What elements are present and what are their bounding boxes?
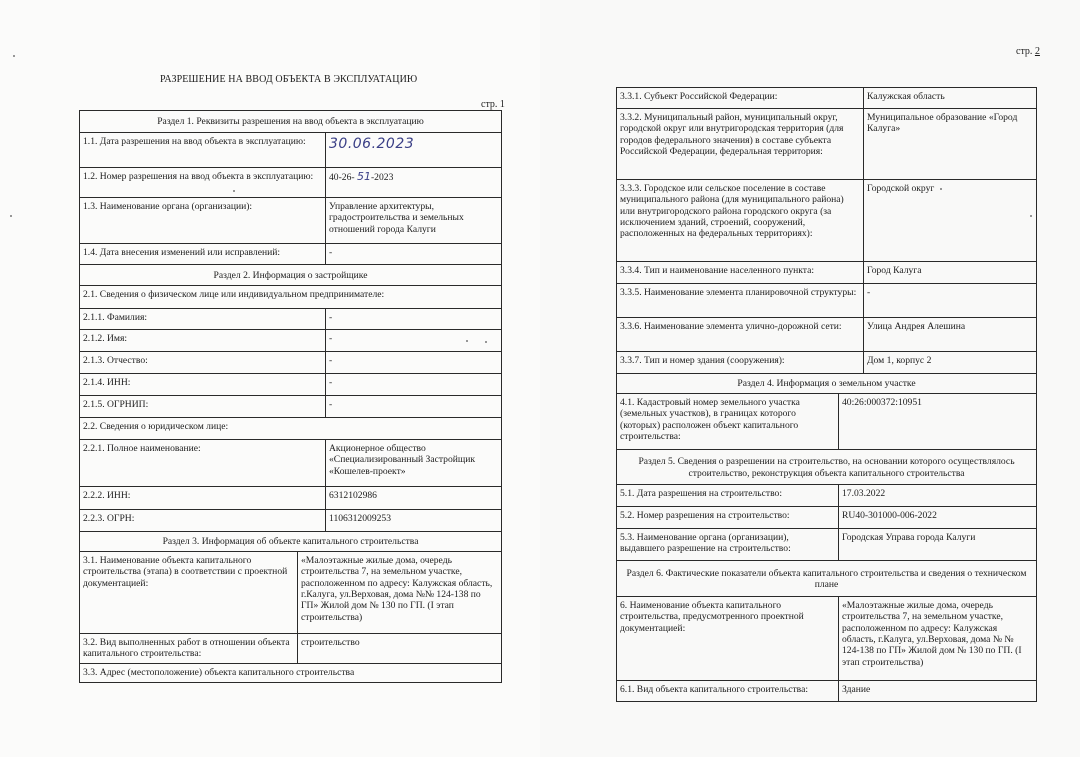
scan-speck bbox=[466, 340, 468, 342]
field-value: Управление архитектуры, градостроительства и земельных отношений города Калуги bbox=[326, 198, 502, 244]
field-value: - bbox=[326, 244, 502, 265]
field-label: 6.1. Вид объекта капитального строительства: bbox=[617, 681, 839, 702]
field-label: 2.1.1. Фамилия: bbox=[80, 309, 326, 330]
field-value: «Малоэтажные жилые дома, очередь строительства 7, на земельном участке, расположенном по адресу: Калужская область, г.Калуга, ул.Верховая, дома № № 124-138 по ГП» Жилой дом № 130 по ГП. (I этап строительства) bbox=[839, 597, 1037, 681]
field-value: «Малоэтажные жилые дома, очередь строительства 7, на земельном участке, расположенном по адресу: Калужская область, г.Калуга, ул.Верховая, дома №№ 124-138 по ГП» Жилой дом № 130 по ГП. (I этап строительства) bbox=[298, 552, 502, 634]
field-label: 2.1.5. ОГРНИП: bbox=[80, 396, 326, 418]
section-6-heading: Раздел 6. Фактические показатели объекта капитального строительства и сведения о техническом плане bbox=[617, 561, 1037, 597]
field-value: - bbox=[326, 309, 502, 330]
field-value: - bbox=[326, 396, 502, 418]
field-value: Акционерное общество «Специализированный Застройщик «Кошелев-проект» bbox=[326, 440, 502, 487]
field-label: 1.3. Наименование органа (организации): bbox=[80, 198, 326, 244]
section-3-heading: Раздел 3. Информация об объекте капитального строительства bbox=[80, 532, 502, 552]
scan-speck bbox=[485, 341, 487, 343]
field-value: - bbox=[326, 374, 502, 396]
field-label: 3.3.2. Муниципальный район, муниципальный округ, городской округ или внутригородская территория (для городов федерального значения) в составе субъекта Российской Федерации, федеральная территория: bbox=[617, 109, 864, 180]
field-value: 1106312009253 bbox=[326, 510, 502, 532]
field-value: Калужская область bbox=[864, 88, 1037, 109]
field-label: 3.1. Наименование объекта капитального строительства (этапа) в соответствии с проектной документацией: bbox=[80, 552, 298, 634]
field-value: - bbox=[326, 352, 502, 374]
field-label: 1.1. Дата разрешения на ввод объекта в эксплуатацию: bbox=[80, 133, 326, 168]
field-value: Дом 1, корпус 2 bbox=[864, 352, 1037, 374]
scan-speck bbox=[10, 215, 12, 217]
field-value: - bbox=[864, 284, 1037, 318]
page-number-2: стр. 2 bbox=[1016, 46, 1040, 57]
field-value: Городская Управа города Калуги bbox=[839, 529, 1037, 561]
field-label: 5.1. Дата разрешения на строительство: bbox=[617, 485, 839, 507]
field-label: 1.2. Номер разрешения на ввод объекта в эксплуатацию: bbox=[80, 168, 326, 198]
scan-speck bbox=[233, 190, 235, 192]
field-label: 2.1.2. Имя: bbox=[80, 330, 326, 352]
field-label: 5.2. Номер разрешения на строительство: bbox=[617, 507, 839, 529]
permit-table-page-2 bbox=[616, 87, 1037, 702]
field-label: 3.3.7. Тип и номер здания (сооружения): bbox=[617, 352, 864, 374]
field-label: 4.1. Кадастровый номер земельного участка (земельных участков), в границах которого (которых) расположен объект капитального строительства: bbox=[617, 394, 839, 450]
field-label: 2.1.4. ИНН: bbox=[80, 374, 326, 396]
section-4-heading: Раздел 4. Информация о земельном участке bbox=[617, 374, 1037, 394]
field-label: 6. Наименование объекта капитального строительства, предусмотренного проектной документацией: bbox=[617, 597, 839, 681]
field-value: 40:26:000372:10951 bbox=[839, 394, 1037, 450]
field-label: 2.1. Сведения о физическом лице или индивидуальном предпринимателе: bbox=[80, 286, 502, 309]
field-label: 3.2. Вид выполненных работ в отношении объекта капитального строительства: bbox=[80, 634, 298, 664]
field-label: 2.2.1. Полное наименование: bbox=[80, 440, 326, 487]
field-value: Муниципальное образование «Город Калуга» bbox=[864, 109, 1037, 180]
field-value: строительство bbox=[298, 634, 502, 664]
page-number-1: стр. 1 bbox=[481, 99, 505, 110]
field-label: 1.4. Дата внесения изменений или исправлений: bbox=[80, 244, 326, 265]
field-value: 6312102986 bbox=[326, 487, 502, 510]
field-label: 3.3.1. Субъект Российской Федерации: bbox=[617, 88, 864, 109]
scan-speck bbox=[1030, 215, 1032, 217]
field-label: 2.2.2. ИНН: bbox=[80, 487, 326, 510]
field-label: 3.3. Адрес (местоположение) объекта капитального строительства bbox=[80, 664, 502, 683]
field-value: - bbox=[326, 330, 502, 352]
handwritten-number: 51 bbox=[356, 170, 371, 183]
field-value: Городской округ bbox=[864, 180, 1037, 262]
field-value: 17.03.2022 bbox=[839, 485, 1037, 507]
handwritten-date: 30.06.2023 bbox=[329, 136, 415, 152]
permit-table-page-1 bbox=[79, 110, 502, 683]
field-value: RU40-301000-006-2022 bbox=[839, 507, 1037, 529]
page-2 bbox=[540, 0, 1080, 757]
field-label: 5.3. Наименование органа (организации), выдавшего разрешение на строительство: bbox=[617, 529, 839, 561]
scan-speck bbox=[940, 188, 942, 190]
field-value: Здание bbox=[839, 681, 1037, 702]
field-label: 3.3.4. Тип и наименование населенного пункта: bbox=[617, 262, 864, 284]
section-5-heading: Раздел 5. Сведения о разрешении на строительство, на основании которого осуществлялось строительство, реконструкция объекта капитального строительства bbox=[617, 450, 1037, 485]
scan-speck bbox=[13, 55, 15, 57]
permit-date-value bbox=[326, 133, 502, 168]
document-title: РАЗРЕШЕНИЕ НА ВВОД ОБЪЕКТА В ЭКСПЛУАТАЦИЮ bbox=[160, 74, 418, 85]
field-value: Улица Андрея Алешина bbox=[864, 318, 1037, 352]
field-label: 3.3.5. Наименование элемента планировочной структуры: bbox=[617, 284, 864, 318]
field-label: 3.3.6. Наименование элемента улично-дорожной сети: bbox=[617, 318, 864, 352]
permit-number-value: 40-26- 51-2023 bbox=[326, 168, 502, 198]
field-label: 2.1.3. Отчество: bbox=[80, 352, 326, 374]
section-2-heading: Раздел 2. Информация о застройщике bbox=[80, 265, 502, 286]
section-1-heading: Раздел 1. Реквизиты разрешения на ввод объекта в эксплуатацию bbox=[80, 111, 502, 133]
field-label: 2.2.3. ОГРН: bbox=[80, 510, 326, 532]
field-value: Город Калуга bbox=[864, 262, 1037, 284]
field-label: 3.3.3. Городское или сельское поселение в составе муниципального района (для муниципального района) или внутригородского района городского округа (за исключением зданий, строений, сооружений, расположенных на федеральных территориях): bbox=[617, 180, 864, 262]
field-label: 2.2. Сведения о юридическом лице: bbox=[80, 418, 502, 440]
